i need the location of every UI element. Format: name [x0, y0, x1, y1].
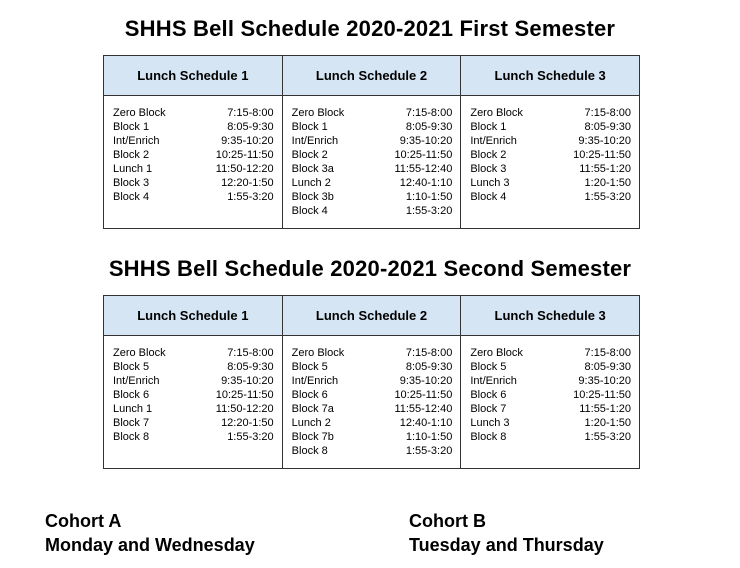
- period-name: Block 3: [470, 163, 507, 175]
- period-time: 1:55-3:20: [405, 445, 453, 457]
- period-name: Block 8: [113, 431, 150, 443]
- period-name: Block 7b: [291, 431, 334, 443]
- period-time: 12:40-1:10: [399, 177, 453, 189]
- period-time: 1:20-1:50: [584, 177, 632, 189]
- period-name: Lunch 1: [113, 403, 153, 415]
- period-name: Lunch 2: [291, 417, 331, 429]
- period-time: 12:40-1:10: [399, 417, 453, 429]
- period-name: Block 2: [291, 149, 328, 161]
- cohort-a-block: [45, 509, 255, 557]
- schedule-body-row: [104, 96, 639, 228]
- period-row: [113, 374, 274, 388]
- period-row: [292, 360, 453, 374]
- period-row: [113, 346, 274, 360]
- period-name: Int/Enrich: [470, 135, 517, 147]
- period-time: 9:35-10:20: [221, 375, 274, 387]
- period-time: 1:20-1:50: [584, 417, 632, 429]
- period-row: [113, 190, 274, 204]
- period-row: [113, 402, 274, 416]
- period-name: Zero Block: [470, 107, 523, 119]
- period-time: 7:15-8:00: [405, 347, 453, 359]
- lunch-schedule-column-3: [460, 96, 639, 228]
- period-row: [292, 346, 453, 360]
- period-time: 12:20-1:50: [221, 417, 274, 429]
- period-name: Block 2: [113, 149, 150, 161]
- period-row: [113, 120, 274, 134]
- period-row: [113, 148, 274, 162]
- period-time: 8:05-9:30: [584, 121, 632, 133]
- period-name: Int/Enrich: [470, 375, 517, 387]
- period-name: Block 5: [470, 361, 507, 373]
- period-row: [113, 360, 274, 374]
- period-row: [113, 388, 274, 402]
- period-row: [470, 374, 631, 388]
- period-row: [292, 388, 453, 402]
- second-semester-schedule-table: [103, 295, 640, 469]
- period-time: 1:10-1:50: [405, 191, 453, 203]
- second-semester-title: SHHS Bell Schedule 2020-2021 Second Semester: [108, 256, 632, 281]
- period-time: 11:55-1:20: [579, 403, 632, 415]
- lunch-schedule-header-2: Lunch Schedule 2: [282, 56, 461, 96]
- period-row: [113, 416, 274, 430]
- lunch-schedule-column-1: [104, 96, 282, 228]
- period-time: 7:15-8:00: [227, 347, 274, 359]
- period-row: [470, 176, 631, 190]
- period-name: Int/Enrich: [113, 375, 160, 387]
- period-time: 11:55-1:20: [579, 163, 632, 175]
- period-time: 1:55-3:20: [584, 431, 632, 443]
- period-row: [470, 346, 631, 360]
- lunch-schedule-header-1: Lunch Schedule 1: [104, 296, 282, 336]
- period-time: 7:15-8:00: [227, 107, 274, 119]
- lunch-schedule-header-1: Lunch Schedule 1: [104, 56, 282, 96]
- period-name: Block 1: [113, 121, 150, 133]
- period-time: 11:50-12:20: [215, 403, 274, 415]
- period-row: [113, 162, 274, 176]
- cohort-b-days: Tuesday and Thursday: [409, 535, 604, 555]
- period-time: 9:35-10:20: [578, 135, 632, 147]
- period-row: [292, 148, 453, 162]
- period-row: [292, 430, 453, 444]
- lunch-schedule-column-1: [104, 336, 282, 468]
- period-row: [470, 106, 631, 120]
- period-time: 11:50-12:20: [215, 163, 274, 175]
- period-row: [292, 106, 453, 120]
- period-time: 10:25-11:50: [573, 389, 632, 401]
- period-name: Block 7: [470, 403, 507, 415]
- period-time: 10:25-11:50: [573, 149, 632, 161]
- period-name: Block 3a: [291, 163, 334, 175]
- period-name: Lunch 2: [291, 177, 331, 189]
- period-time: 10:25-11:50: [215, 149, 274, 161]
- period-time: 8:05-9:30: [227, 121, 274, 133]
- period-time: 11:55-12:40: [394, 163, 453, 175]
- period-row: [470, 430, 631, 444]
- period-row: [292, 374, 453, 388]
- period-name: Int/Enrich: [291, 375, 339, 387]
- schedule-header-row: [104, 56, 639, 96]
- period-name: Zero Block: [113, 107, 166, 119]
- period-row: [470, 360, 631, 374]
- lunch-schedule-header-3: Lunch Schedule 3: [460, 296, 639, 336]
- period-name: Block 2: [470, 149, 507, 161]
- lunch-schedule-header-3: Lunch Schedule 3: [460, 56, 639, 96]
- period-name: Block 7: [113, 417, 150, 429]
- period-row: [113, 430, 274, 444]
- period-name: Int/Enrich: [291, 135, 339, 147]
- cohort-a-name: Cohort A: [45, 511, 122, 531]
- period-time: 12:20-1:50: [221, 177, 274, 189]
- period-row: [292, 444, 453, 458]
- period-time: 1:55-3:20: [584, 191, 632, 203]
- period-name: Lunch 3: [470, 417, 510, 429]
- period-name: Block 1: [470, 121, 507, 133]
- period-time: 1:55-3:20: [227, 431, 274, 443]
- period-time: 10:25-11:50: [394, 389, 453, 401]
- schedule-header-row: [104, 296, 639, 336]
- period-time: 8:05-9:30: [227, 361, 274, 373]
- period-row: [292, 204, 453, 218]
- period-name: Block 3: [113, 177, 150, 189]
- period-time: 10:25-11:50: [394, 149, 453, 161]
- period-row: [470, 402, 631, 416]
- period-time: 10:25-11:50: [215, 389, 274, 401]
- period-row: [470, 148, 631, 162]
- period-row: [292, 190, 453, 204]
- period-time: 8:05-9:30: [405, 361, 453, 373]
- period-name: Lunch 3: [470, 177, 510, 189]
- period-name: Block 5: [291, 361, 328, 373]
- period-name: Lunch 1: [113, 163, 153, 175]
- period-row: [292, 162, 453, 176]
- period-name: Block 4: [291, 205, 328, 217]
- period-name: Block 5: [113, 361, 150, 373]
- period-name: Zero Block: [291, 107, 345, 119]
- period-name: Zero Block: [470, 347, 523, 359]
- first-semester-title: SHHS Bell Schedule 2020-2021 First Semester: [124, 16, 616, 41]
- period-time: 8:05-9:30: [584, 361, 632, 373]
- period-time: 9:35-10:20: [578, 375, 632, 387]
- period-name: Block 8: [291, 445, 328, 457]
- period-name: Block 4: [470, 191, 507, 203]
- period-row: [470, 416, 631, 430]
- period-time: 1:55-3:20: [227, 191, 274, 203]
- period-time: 1:55-3:20: [405, 205, 453, 217]
- period-name: Zero Block: [291, 347, 345, 359]
- period-time: 7:15-8:00: [584, 347, 632, 359]
- period-row: [470, 190, 631, 204]
- period-row: [292, 120, 453, 134]
- period-name: Int/Enrich: [113, 135, 160, 147]
- period-time: 9:35-10:20: [221, 135, 274, 147]
- period-row: [292, 402, 453, 416]
- period-name: Block 4: [113, 191, 150, 203]
- lunch-schedule-column-3: [460, 336, 639, 468]
- period-name: Block 7a: [291, 403, 334, 415]
- first-semester-schedule-table: [103, 55, 640, 229]
- period-row: [113, 134, 274, 148]
- period-name: Block 8: [470, 431, 507, 443]
- period-time: 9:35-10:20: [399, 375, 453, 387]
- lunch-schedule-column-2: [282, 96, 461, 228]
- cohort-b-block: [409, 509, 604, 557]
- period-row: [292, 134, 453, 148]
- period-time: 11:55-12:40: [394, 403, 453, 415]
- period-row: [470, 388, 631, 402]
- lunch-schedule-header-2: Lunch Schedule 2: [282, 296, 461, 336]
- period-name: Block 3b: [291, 191, 334, 203]
- period-row: [470, 162, 631, 176]
- period-name: Block 1: [291, 121, 328, 133]
- schedule-body-row: [104, 336, 639, 468]
- period-time: 7:15-8:00: [584, 107, 632, 119]
- period-name: Zero Block: [113, 347, 166, 359]
- period-row: [470, 120, 631, 134]
- period-row: [470, 134, 631, 148]
- period-name: Block 6: [470, 389, 507, 401]
- period-row: [113, 176, 274, 190]
- period-time: 1:10-1:50: [405, 431, 453, 443]
- period-time: 7:15-8:00: [405, 107, 453, 119]
- period-row: [113, 106, 274, 120]
- cohort-a-days: Monday and Wednesday: [45, 535, 255, 555]
- period-time: 9:35-10:20: [399, 135, 453, 147]
- period-name: Block 6: [113, 389, 150, 401]
- period-row: [292, 416, 453, 430]
- period-time: 8:05-9:30: [405, 121, 453, 133]
- period-name: Block 6: [291, 389, 328, 401]
- lunch-schedule-column-2: [282, 336, 461, 468]
- cohort-b-name: Cohort B: [409, 511, 486, 531]
- period-row: [292, 176, 453, 190]
